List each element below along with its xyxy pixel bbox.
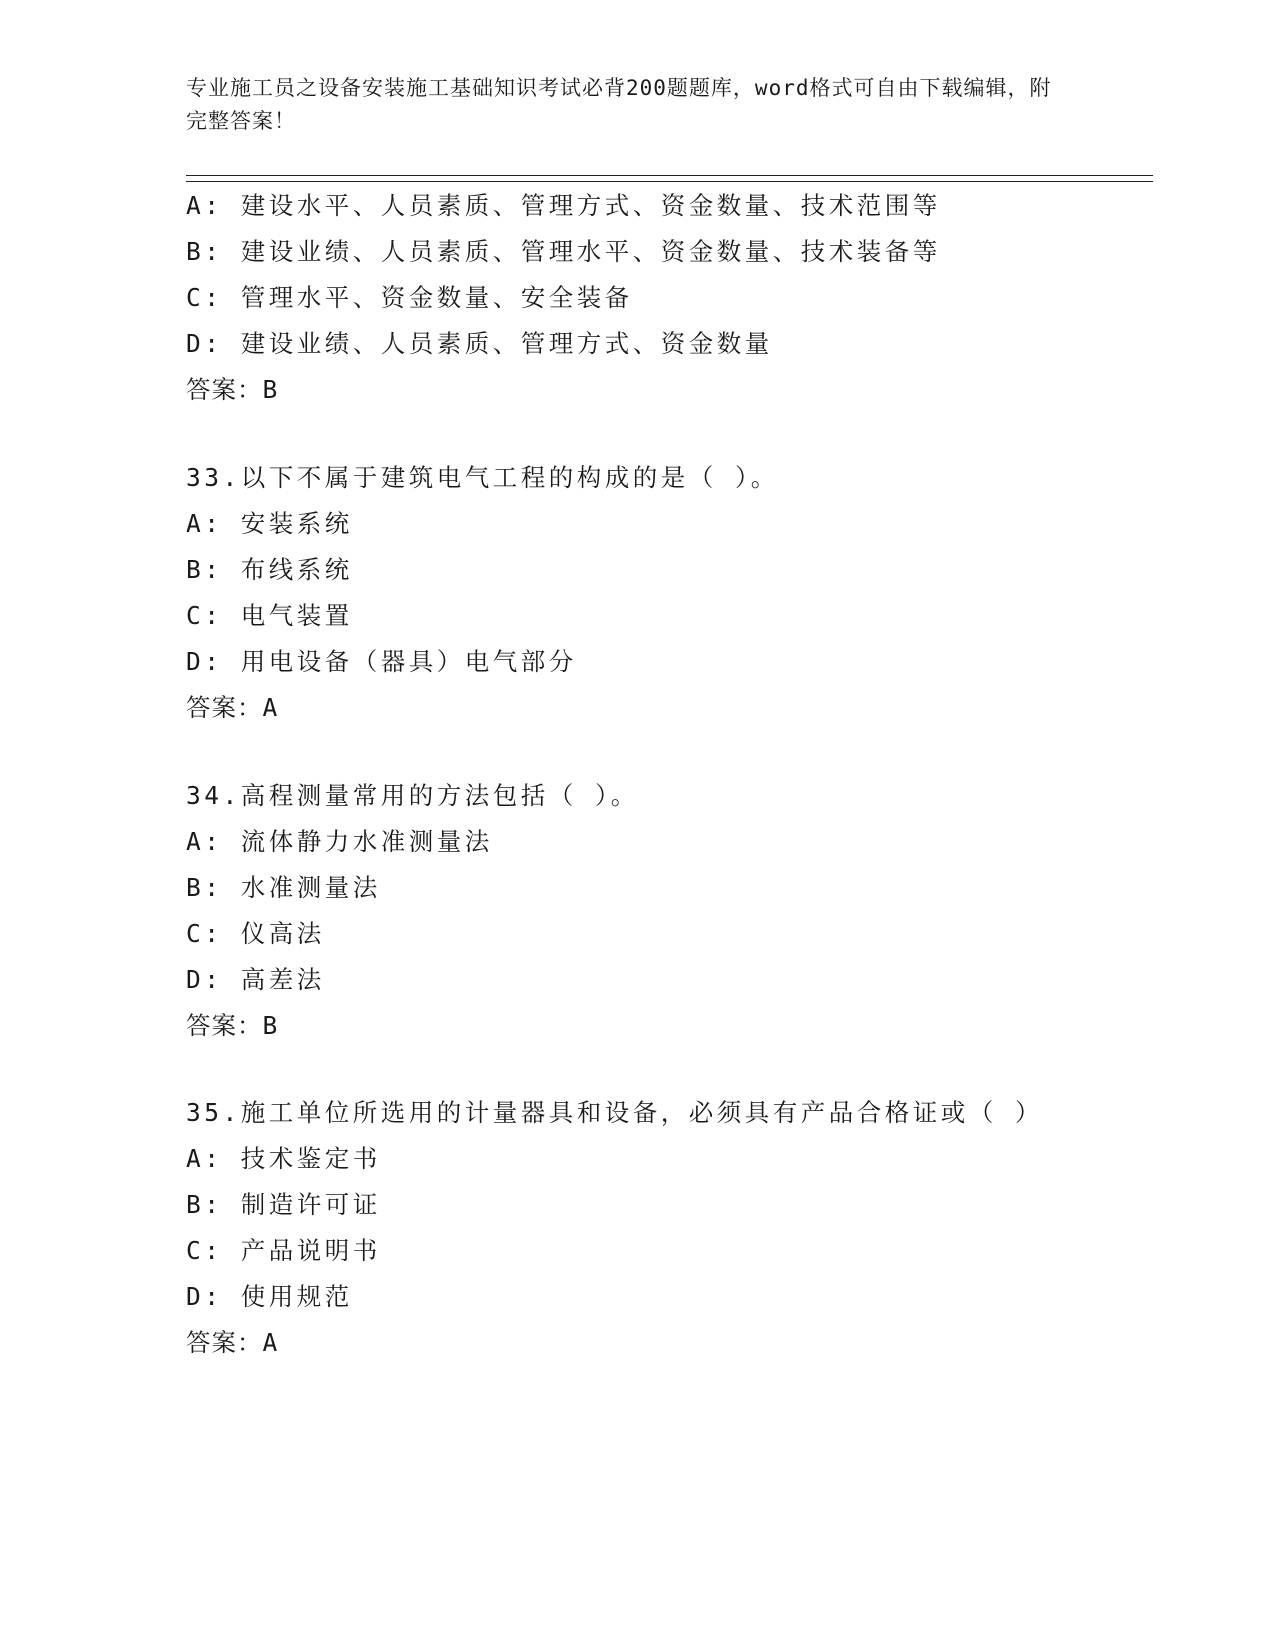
question-34: [186, 773, 1166, 1049]
option-a: A: 建设水平、人员素质、管理方式、资金数量、技术范围等: [186, 191, 941, 220]
option-c: C: 仪高法: [186, 919, 325, 948]
answer: 答案：B: [186, 1011, 279, 1040]
header-rule-bottom: [186, 181, 1153, 182]
option-c: C: 电气装置: [186, 601, 353, 630]
header-rule-top: [186, 175, 1153, 176]
option-c: C: 产品说明书: [186, 1236, 381, 1265]
document-title: 专业施工员之设备安装施工基础知识考试必背200题题库，word格式可自由下载编辑，附完整答案！: [186, 76, 1052, 133]
option-c: C: 管理水平、资金数量、安全装备: [186, 283, 633, 312]
option-d: D: 用电设备（器具）电气部分: [186, 647, 577, 676]
answer: 答案：A: [186, 1328, 279, 1357]
question-33: [186, 455, 1166, 731]
option-b: B: 建设业绩、人员素质、管理水平、资金数量、技术装备等: [186, 237, 941, 266]
option-d: D: 建设业绩、人员素质、管理方式、资金数量: [186, 329, 773, 358]
question-35: [186, 1090, 1166, 1366]
option-a: A: 技术鉴定书: [186, 1144, 381, 1173]
option-a: A: 流体静力水准测量法: [186, 827, 493, 856]
option-b: B: 水准测量法: [186, 873, 381, 902]
option-b: B: 制造许可证: [186, 1190, 381, 1219]
answer: 答案：A: [186, 693, 279, 722]
question-stem: 33.以下不属于建筑电气工程的构成的是（ ）。: [186, 463, 779, 492]
answer: 答案：B: [186, 375, 279, 404]
option-b: B: 布线系统: [186, 555, 353, 584]
option-d: D: 使用规范: [186, 1282, 353, 1311]
option-d: D: 高差法: [186, 965, 325, 994]
option-a: A: 安装系统: [186, 509, 353, 538]
question-stem: 35.施工单位所选用的计量器具和设备，必须具有产品合格证或（ ）: [186, 1098, 1043, 1127]
question-32-continued: [186, 183, 1166, 413]
question-stem: 34.高程测量常用的方法包括（ ）。: [186, 781, 639, 810]
